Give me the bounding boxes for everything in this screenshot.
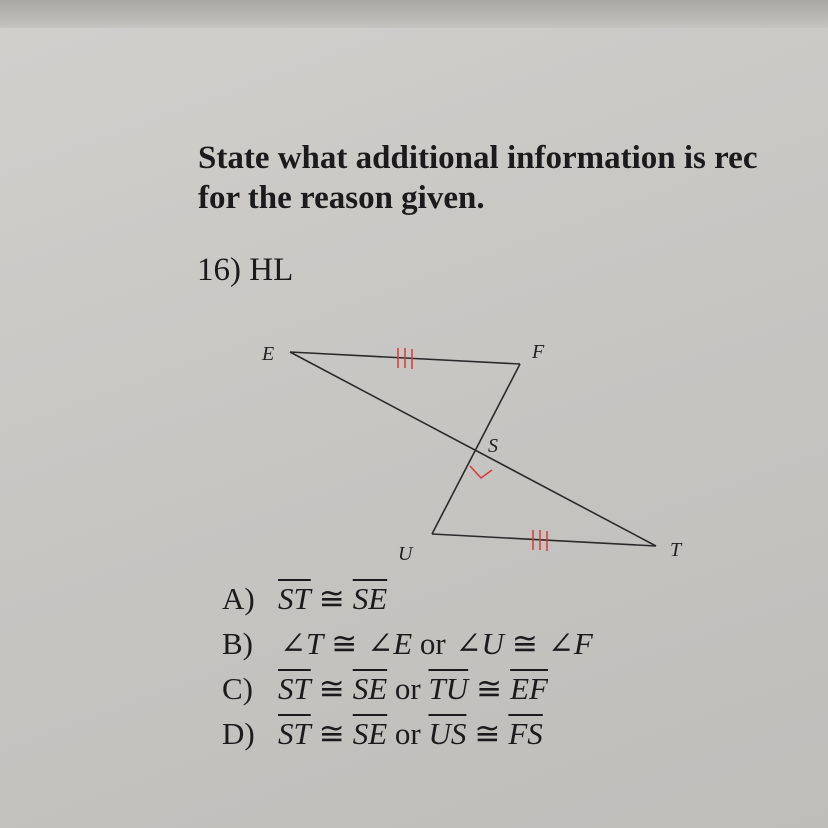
congruent-symbol: ≅ <box>476 671 503 706</box>
angle-name: E <box>393 626 413 661</box>
choice-letter: C) <box>222 671 253 706</box>
angle-name: F <box>573 626 593 661</box>
choice-c[interactable] <box>222 666 593 711</box>
segment-ET <box>290 352 656 546</box>
angle-name: T <box>305 626 324 661</box>
congruent-symbol: ≅ <box>318 581 345 616</box>
instructions-line-1: State what additional information is rec <box>198 140 758 176</box>
question-reason: HL <box>249 252 294 288</box>
choice-b[interactable] <box>222 621 593 666</box>
congruent-symbol: ≅ <box>331 626 358 661</box>
choice-letter: B) <box>222 626 253 661</box>
choice-letter: A) <box>222 581 255 616</box>
segment: $\overline{ST}$ <box>278 671 311 706</box>
segment: $\overline{TU}$ <box>428 671 469 706</box>
or-text: or <box>394 716 421 751</box>
angle-icon: ∠ <box>547 626 574 661</box>
congruent-symbol: ≅ <box>474 716 501 751</box>
instructions-line-2: for the reason given. <box>198 180 485 216</box>
segment: $\overline{EF}$ <box>510 671 548 706</box>
label-F: F <box>532 341 545 363</box>
choice-letter: D) <box>222 716 255 751</box>
congruent-symbol: ≅ <box>318 716 345 751</box>
congruent-symbol: ≅ <box>318 671 345 706</box>
angle-icon: ∠ <box>367 626 394 661</box>
segment: $\overline{ST}$ <box>278 716 311 751</box>
question-number: 16) <box>197 252 241 288</box>
segment-UT <box>432 534 656 546</box>
segment-FU <box>432 364 520 534</box>
congruent-symbol: ≅ <box>511 626 538 661</box>
angle-icon: ∠ <box>455 626 482 661</box>
choice-a[interactable] <box>222 576 593 621</box>
segment: $\overline{SE}$ <box>352 716 388 751</box>
segment: $\overline{US}$ <box>428 716 467 751</box>
segment: $\overline{SE}$ <box>352 581 388 616</box>
segment: $\overline{SE}$ <box>352 671 388 706</box>
right-angle-mark <box>470 466 492 478</box>
segment: $\overline{FS}$ <box>508 716 543 751</box>
label-S: S <box>488 435 498 457</box>
choice-d[interactable] <box>222 711 593 756</box>
angle-name: U <box>481 626 504 661</box>
segment: $\overline{ST}$ <box>278 581 311 616</box>
label-E: E <box>262 343 275 365</box>
answer-choices <box>222 576 593 756</box>
label-U: U <box>398 543 413 565</box>
label-T: T <box>670 539 682 561</box>
angle-icon: ∠ <box>280 626 306 661</box>
or-text: or <box>394 671 421 706</box>
or-text: or <box>419 626 446 661</box>
